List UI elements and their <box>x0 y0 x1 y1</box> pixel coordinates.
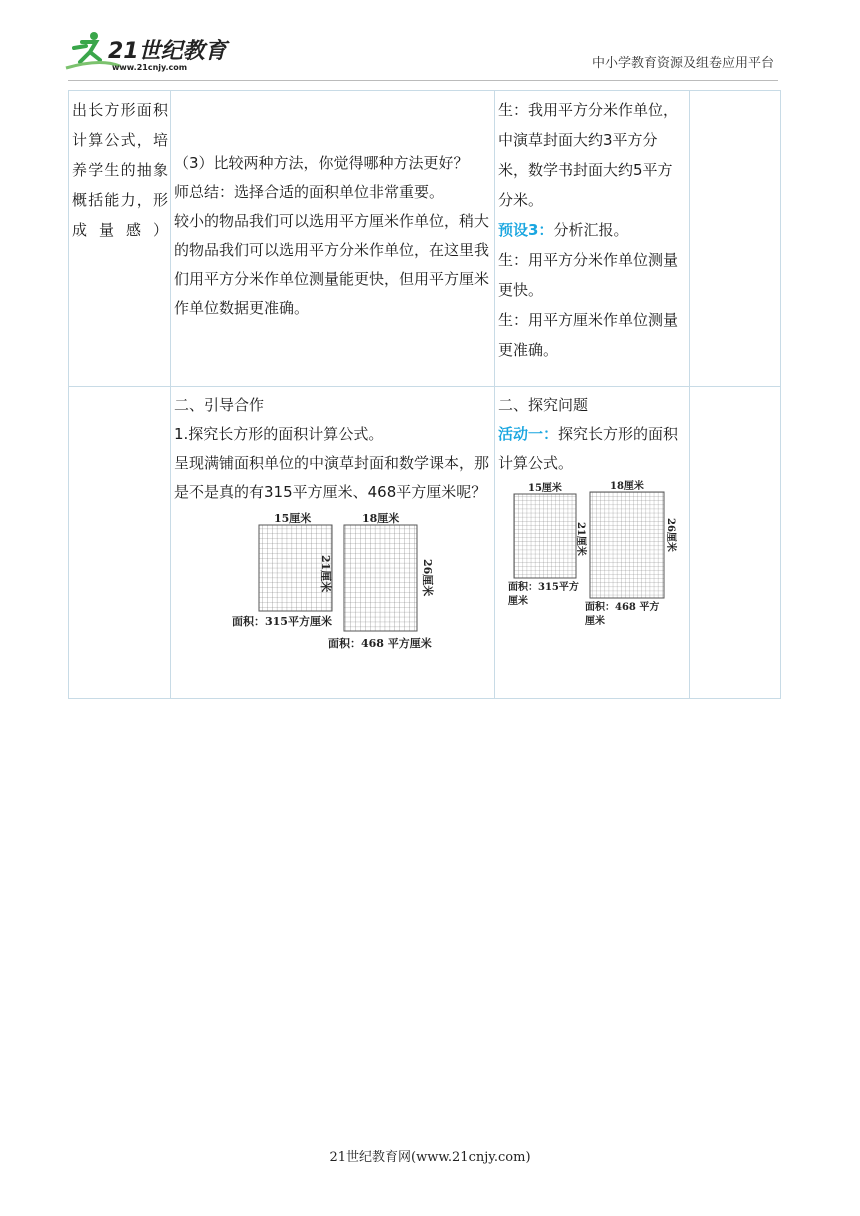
left-width-label: 15厘米 <box>274 512 312 525</box>
question-text: （3）比较两种方法，你觉得哪种方法更好？ <box>174 154 469 172</box>
preset-line <box>498 215 687 245</box>
note-cell <box>690 91 781 387</box>
lesson-table <box>68 90 781 699</box>
activity-text: 探究长方形的面积计算公式。 <box>498 425 679 472</box>
teacher-cell <box>171 91 495 387</box>
right-area-label: 面积：468 平方厘米 <box>328 637 432 650</box>
small-left-width: 15厘米 <box>528 483 562 494</box>
note-cell-2 <box>690 387 781 699</box>
student-cell <box>495 91 690 387</box>
left-area-label: 面积：315平方厘米 <box>232 615 332 628</box>
preset-label: 预设3： <box>498 221 554 239</box>
summary-text: 师总结：选择合适的面积单位非常重要。 <box>174 183 445 201</box>
right-grid <box>344 525 417 631</box>
item-text: 1.探究长方形的面积计算公式。 <box>174 425 384 443</box>
teacher-cell-2 <box>171 387 495 699</box>
explain-text: 较小的物品我们可以选用平方厘米作单位，稍大的物品我们可以选用平方分米作单位，在这里我们用平方分米作单位测量能更快，但用平方厘米作单位数据更准确。 <box>174 212 490 317</box>
platform-name: 中小学教育资源及组卷应用平台 <box>591 56 774 71</box>
small-left-area-1: 面积：315平方 <box>508 582 579 593</box>
small-right-height: 26厘米 <box>665 518 676 552</box>
activity-line <box>498 420 687 478</box>
section-heading-2: 二、探究问题 <box>498 396 589 414</box>
header-divider <box>68 80 778 81</box>
section-heading: 二、引导合作 <box>174 396 265 414</box>
table-row <box>69 387 781 699</box>
grid-figure <box>174 509 474 657</box>
table-row <box>69 91 781 387</box>
site-logo <box>60 28 230 74</box>
small-left-area-2: 厘米 <box>508 596 528 607</box>
student-text-3: 生：用平方厘米作单位测量更准确。 <box>498 311 679 359</box>
small-left-grid <box>514 494 576 578</box>
small-right-area-2: 厘米 <box>585 616 605 627</box>
activity-label: 活动一： <box>498 425 559 443</box>
present-text: 呈现满铺面积单位的中演草封面和数学课本，那是不是真的有315平方厘米、468平方厘米呢？ <box>174 454 490 501</box>
preset-text: 分析汇报。 <box>553 221 629 239</box>
logo-text: 21世纪教育 <box>108 39 227 64</box>
footer-text: 21世纪教育网(www.21cnjy.com) <box>329 1150 531 1165</box>
goal-cell-2 <box>69 387 171 699</box>
student-text-2: 生：用平方分米作单位测量更快。 <box>498 251 679 299</box>
small-right-grid <box>590 492 664 598</box>
left-height-label: 21厘米 <box>319 555 332 593</box>
logo-url: www.21cnjy.com <box>112 63 188 72</box>
grid-figure-small <box>498 480 682 630</box>
right-width-label: 18厘米 <box>362 512 400 525</box>
small-right-area-1: 面积：468 平方 <box>585 602 660 613</box>
student-text-1: 生：我用平方分米作单位，中演草封面大约3平方分米，数学书封面大约5平方分米。 <box>498 101 679 209</box>
student-cell-2 <box>495 387 690 699</box>
goal-text: 出长方形面积计算公式，培养学生的抽象概括能力，形成量感） <box>72 101 168 239</box>
small-left-height: 21厘米 <box>575 522 586 556</box>
right-height-label: 26厘米 <box>421 559 434 597</box>
small-right-width: 18厘米 <box>610 481 644 492</box>
goal-cell <box>69 91 171 387</box>
